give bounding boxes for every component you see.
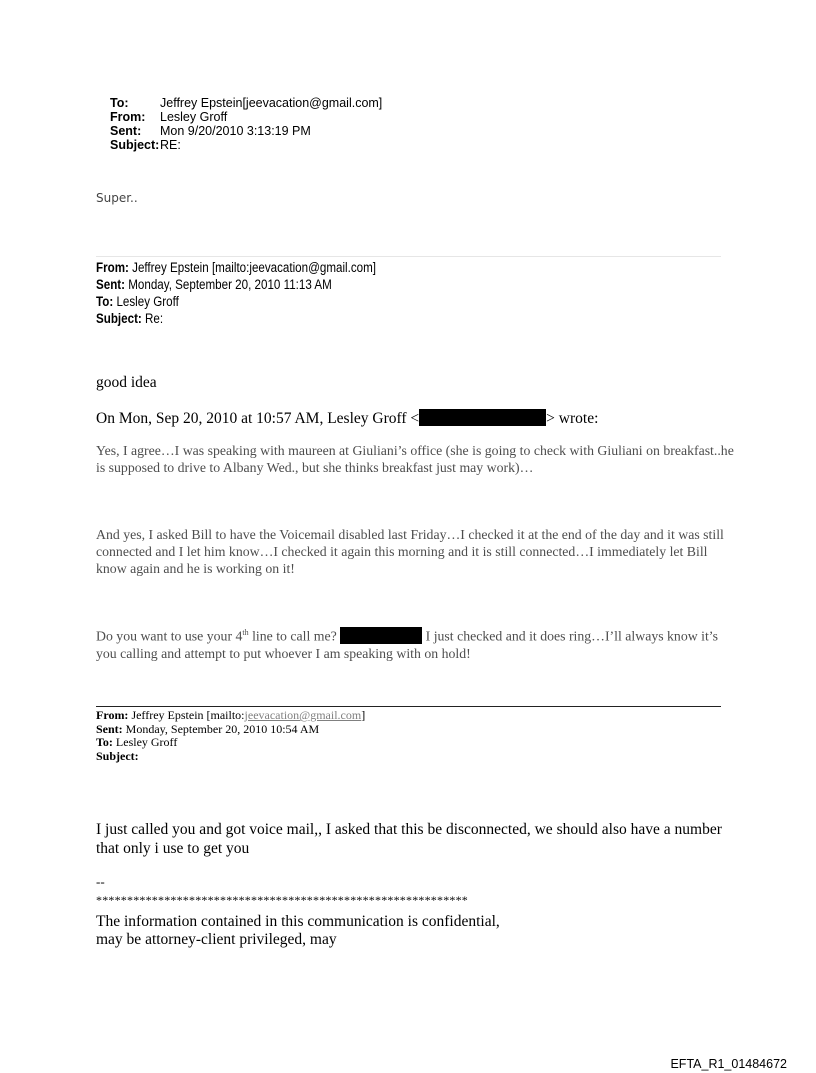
header-subject-row	[110, 138, 181, 152]
signature-stars: ************************************************************	[96, 893, 468, 907]
message1-body: good idea	[96, 374, 157, 391]
quoted2-from-prefix: Jeffrey Epstein [mailto:	[131, 708, 245, 722]
divider-light	[96, 256, 721, 257]
message3-body: I just called you and got voice mail,, I asked that this be disconnected, we should also have a number that only i use to get you	[96, 821, 722, 857]
attribution-prefix: On Mon, Sep 20, 2010 at 10:57 AM, Lesley Groff <	[96, 410, 420, 427]
header-to-row	[110, 96, 382, 110]
quoted2-to-value: Lesley Groff	[115, 735, 178, 749]
quoted2-email-link[interactable]: jeevacation@gmail.com	[244, 708, 362, 722]
message2-para1: Yes, I agree…I was speaking with maureen at Giuliani’s office (she is going to check with Giuliani on breakfast..he is supposed to drive to Albany Wed., but she thinks breakfast just may work)…	[96, 443, 734, 475]
redaction-email	[419, 409, 546, 426]
quoted2-to-row	[96, 736, 365, 750]
message2-para3	[96, 624, 736, 662]
quoted-header-2	[96, 709, 365, 763]
quoted1-sent-row	[96, 276, 376, 293]
header-from-label: From:	[110, 110, 146, 124]
message2-para2: And yes, I asked Bill to have the Voicemail disabled last Friday…I checked it at the end of the day and it was still connected and I let him know…I checked it again this morning and it is still connected…I immediately let Bill know again and he is working on it!	[96, 527, 724, 576]
quoted1-to-row	[96, 293, 376, 310]
header-to-value: Jeffrey Epstein[jeevacation@gmail.com]	[160, 96, 383, 110]
attribution-suffix: > wrote:	[546, 410, 599, 427]
header-sent-label: Sent:	[110, 124, 142, 138]
document-id: EFTA_R1_01484672	[670, 1057, 787, 1071]
quoted1-from-row	[96, 259, 376, 276]
header-subject-value: RE:	[160, 138, 181, 152]
divider-dark	[96, 706, 721, 707]
quoted2-subject-row	[96, 750, 365, 764]
signature-dashes: --	[96, 874, 105, 889]
quoted1-subject-label: Subject:	[96, 311, 142, 326]
confidentiality-notice: The information contained in this communication is confidential, may be attorney-client privileged, may	[96, 913, 500, 948]
quoted2-from-suffix: ]	[361, 708, 366, 722]
para3-text-a: Do you want to use your 4	[96, 628, 243, 644]
para3-superscript: th	[242, 628, 249, 637]
quoted-header-1	[96, 259, 376, 327]
reply-body: Super..	[96, 191, 138, 205]
quoted2-sent-row	[96, 723, 365, 737]
quoted2-from-row	[96, 709, 365, 723]
quoted2-to-label: To:	[96, 735, 113, 749]
message1-attribution	[96, 409, 598, 428]
header-sent-value: Mon 9/20/2010 3:13:19 PM	[160, 124, 311, 138]
quoted2-sent-value: Monday, September 20, 2010 10:54 AM	[125, 721, 320, 736]
quoted2-from-label: From:	[96, 708, 129, 722]
header-to-label: To:	[110, 96, 129, 110]
quoted1-subject-value: Re:	[145, 311, 164, 326]
para3-text-c: I just checked and it does ring…I’ll always know it’s you calling and attempt to put whoever I am speaking with on hold!	[96, 628, 719, 661]
quoted1-from-value: Jeffrey Epstein [mailto:jeevacation@gmail.com]	[132, 260, 377, 275]
header-subject-label: Subject:	[110, 138, 160, 152]
quoted1-from-label: From:	[96, 260, 129, 275]
quoted1-sent-label: Sent:	[96, 277, 126, 292]
redaction-phone	[340, 627, 422, 644]
quoted1-sent-value: Monday, September 20, 2010 11:13 AM	[128, 277, 332, 292]
header-from-row	[110, 110, 227, 124]
para3-text-b: line to call me?	[248, 628, 337, 644]
quoted2-subject-label: Subject:	[96, 748, 139, 763]
header-from-value: Lesley Groff	[160, 110, 228, 124]
quoted1-subject-row	[96, 310, 376, 327]
header-sent-row	[110, 124, 311, 138]
quoted2-sent-label: Sent:	[96, 721, 123, 736]
quoted1-to-value: Lesley Groff	[116, 294, 179, 309]
quoted1-to-label: To:	[96, 294, 114, 309]
